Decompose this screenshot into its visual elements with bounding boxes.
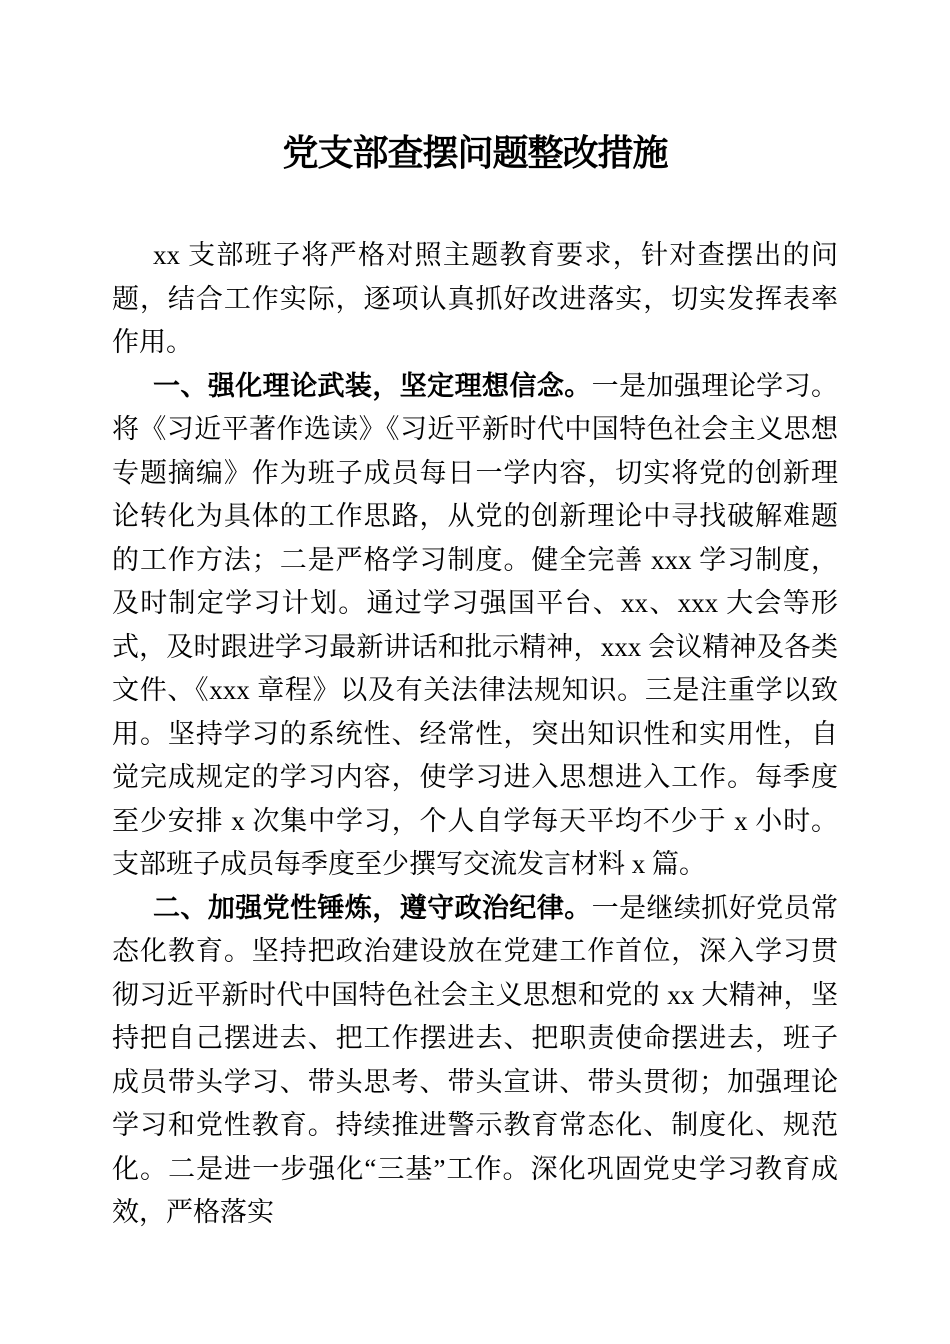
section-2-text: 一是继续抓好党员常态化教育。坚持把政治建设放在党建工作首位，深入学习贯彻习近平新时代中国特色社会主义思想和党的 xx 大精神，坚持把自己摆进去、把工作摆进去、把职责使命摆进去，班子成员带头学习、带头思考、带头宣讲、带头贯彻；加强理论学习和党性教育。持续推进警示教育常态化、制度化、规范化。二是进一步强化“三基”工作。深化巩固党史学习教育成效，严格落实 [112,892,839,1227]
section-1-text: 一是加强理论学习。将《习近平著作选读》《习近平新时代中国特色社会主义思想专题摘编》作为班子成员每日一学内容，切实将党的创新理论转化为具体的工作思路，从党的创新理论中寻找破解难题的工作方法；二是严格学习制度。健全完善 xxx 学习制度，及时制定学习计划。通过学习强国平台、xx、xxx 大会等形式，及时跟进学习最新讲话和批示精神，xxx 会议精神及各类文件、《xxx 章程》以及有关法律法规知识。三是注重学以致用。坚持学习的系统性、经常性，突出知识性和实用性，自觉完成规定的学习内容，使学习进入思想进入工作。每季度至少安排 x 次集中学习，个人自学每天平均不少于 x 小时。支部班子成员每季度至少撰写交流发言材料 x 篇。 [112,370,839,879]
paragraph-intro [112,234,838,365]
document-body [112,234,838,1235]
paragraph-section-2 [112,887,838,1235]
paragraph-intro-text: xx 支部班子将严格对照主题教育要求，针对查摆出的问题，结合工作实际，逐项认真抓好改进落实，切实发挥表率作用。 [112,240,838,357]
section-2-heading: 二、加强党性锤炼，遵守政治纪律。 [153,892,592,923]
section-1-heading: 一、强化理论武装，坚定理想信念。 [153,370,592,401]
paragraph-section-1 [112,365,838,887]
document-title: 党支部查摆问题整改措施 [282,133,668,173]
